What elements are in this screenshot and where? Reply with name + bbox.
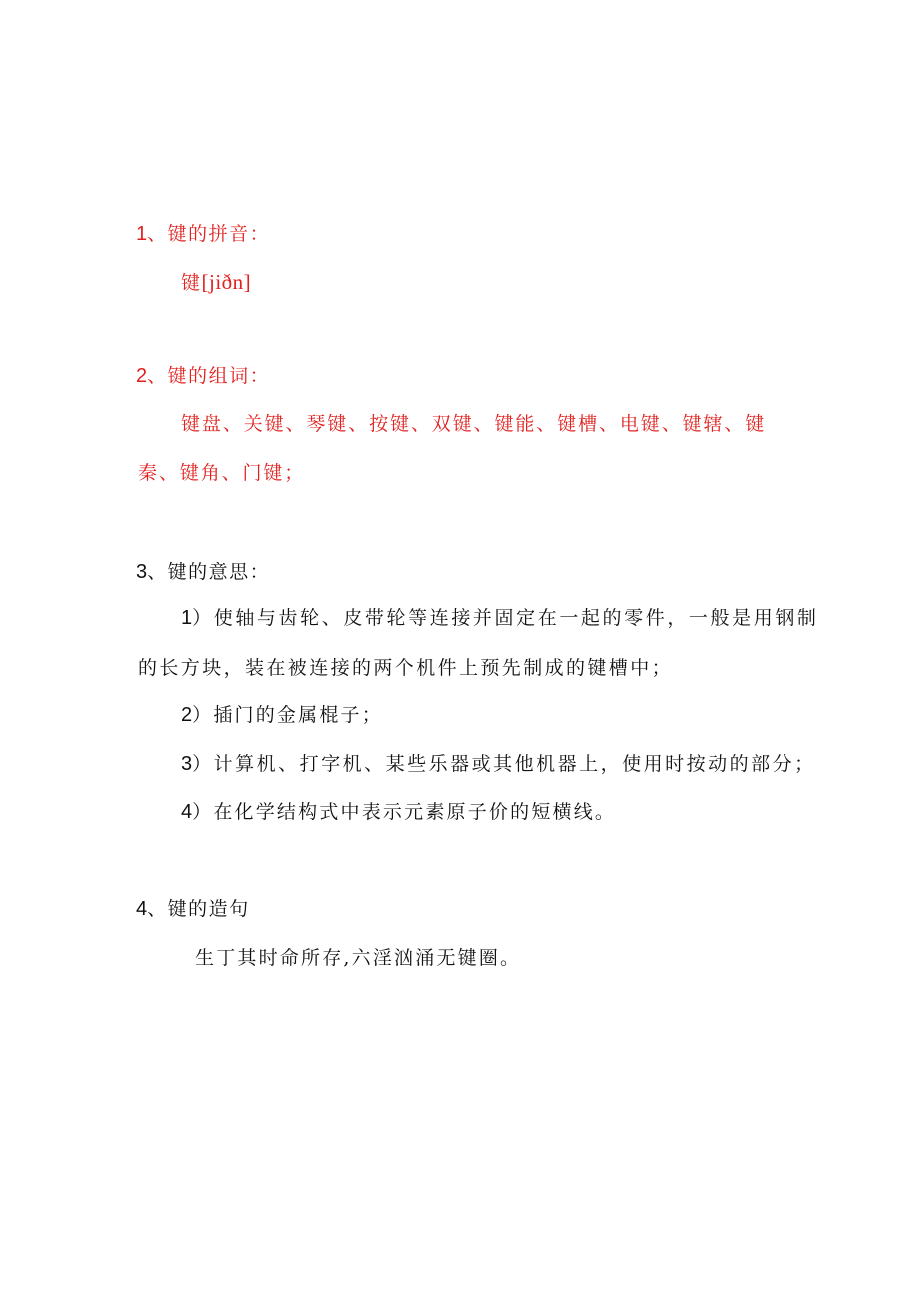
section-number: 3 bbox=[136, 561, 148, 583]
meaning-item-4 bbox=[181, 800, 616, 824]
meaning-text: ）在化学结构式中表示元素原子价的短横线。 bbox=[192, 801, 617, 823]
section-2-heading bbox=[136, 364, 270, 388]
meaning-text: ）插门的金属棍子； bbox=[192, 704, 383, 726]
section-title: 、键的造句 bbox=[147, 898, 250, 920]
words-line-2: 秦、键角、门键； bbox=[138, 462, 306, 484]
meaning-number: 4 bbox=[181, 801, 193, 823]
section-number: 2 bbox=[136, 365, 148, 387]
meaning-item-2 bbox=[181, 703, 383, 727]
meaning-item-3 bbox=[181, 752, 816, 776]
pinyin-value: [jiðn] bbox=[201, 270, 252, 294]
section-number: 4 bbox=[136, 898, 148, 920]
meaning-number: 2 bbox=[181, 704, 193, 726]
pinyin-line bbox=[181, 270, 251, 295]
meaning-text: ）计算机、打字机、某些乐器或其他机器上，使用时按动的部分； bbox=[192, 753, 816, 775]
section-title: 、键的组词： bbox=[147, 365, 271, 387]
meaning-text: ）使轴与齿轮、皮带轮等连接并固定在一起的零件，一般是用钢制 bbox=[192, 607, 819, 629]
section-title: 、键的意思： bbox=[147, 561, 271, 583]
section-4-heading bbox=[136, 897, 250, 921]
meaning-item-1 bbox=[181, 606, 819, 630]
meaning-number: 3 bbox=[181, 753, 193, 775]
section-3-heading bbox=[136, 560, 270, 584]
section-number: 1 bbox=[136, 223, 148, 245]
section-1-heading bbox=[136, 222, 270, 246]
words-line-1: 键盘、关键、琴键、按键、双键、键能、键槽、电键、键辖、键 bbox=[181, 413, 767, 435]
meaning-number: 1 bbox=[181, 607, 193, 629]
section-title: 、键的拼音： bbox=[147, 223, 271, 245]
meaning-item-1-cont: 的长方块，装在被连接的两个机件上预先制成的键槽中； bbox=[138, 657, 674, 679]
pinyin-char: 键 bbox=[181, 272, 202, 294]
example-sentence: 生丁其时命所存,六淫汹涌无键圈。 bbox=[195, 947, 522, 969]
